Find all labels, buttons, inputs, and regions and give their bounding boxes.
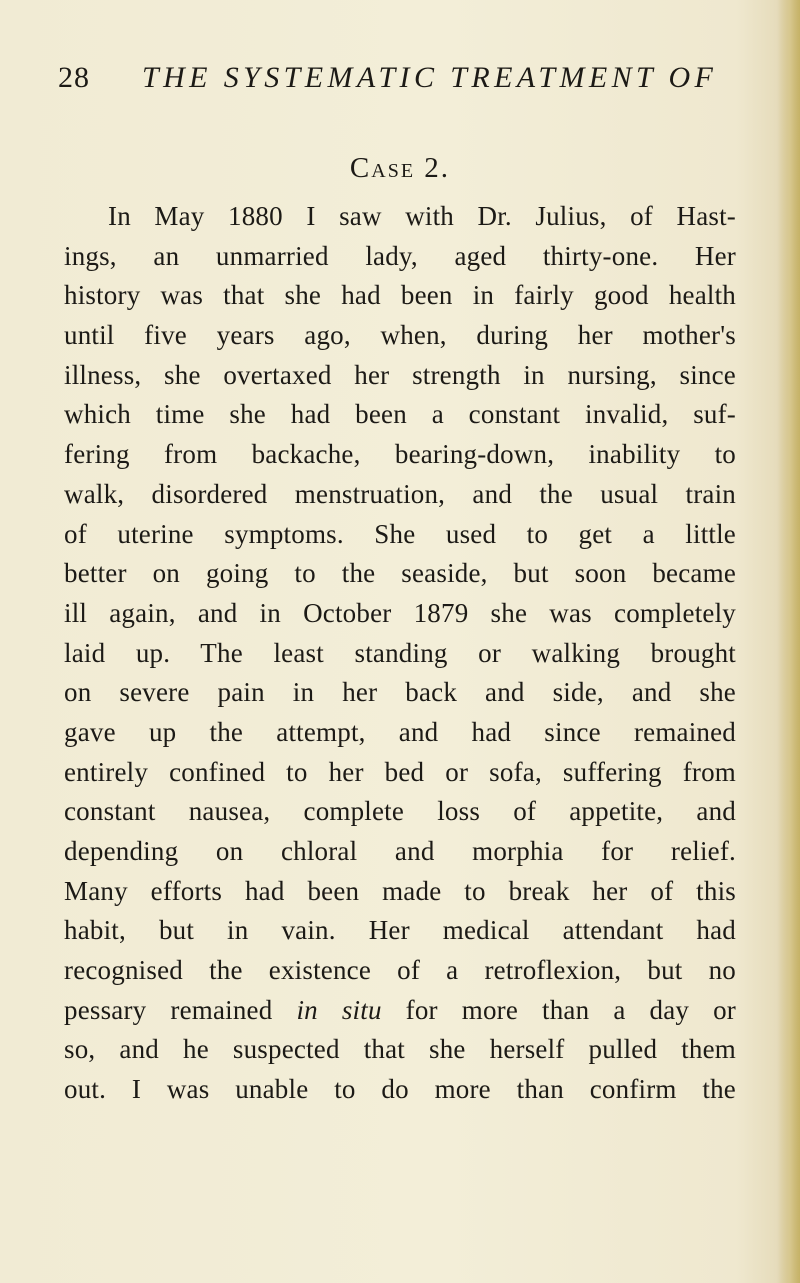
text-line: until five years ago, when, during her mother's [64,320,736,351]
text-segment: for more than a day or [381,994,736,1025]
text-line: In May 1880 I saw with Dr. Julius, of Hast- [108,201,736,231]
text-line: Many efforts had been made to break her of this [64,875,736,906]
text-segment: pessary remained [64,994,297,1025]
text-line: constant nausea, complete loss of appetite, and [64,796,736,827]
text-line: entirely confined to her bed or sofa, suffering from [64,756,736,787]
text-line: of uterine symptoms. She used to get a little [64,518,736,549]
text-line: ings, an unmarried lady, aged thirty-one. Her [64,240,736,271]
text-line: laid up. The least standing or walking brought [64,637,736,668]
text-line: on severe pain in her back and side, and she [64,677,736,708]
text-line: fering from backache, bearing-down, inability to [64,439,736,470]
text-line: out. I was unable to do more than confirm the [64,1074,736,1105]
text-line: so, and he suspected that she herself pulled them [64,1034,736,1065]
text-line: habit, but in vain. Her medical attendant had [64,915,736,946]
running-head: THE SYSTEMATIC TREATMENT OF [142,61,718,94]
case-heading: Case 2. [349,152,451,184]
italic-phrase: in situ [296,994,382,1025]
text-line: walk, disordered menstruation, and the usual train [64,478,736,509]
page-edge [778,0,800,1283]
text-line: which time she had been a constant invalid, suf- [64,399,736,430]
text-line: depending on chloral and morphia for relief. [64,836,736,866]
text-line: ill again, and in October 1879 she was completely [64,597,736,628]
text-line: gave up the attempt, and had since remained [64,716,736,747]
text-line: illness, she overtaxed her strength in nursing, since [64,359,736,390]
body-paragraph [64,197,736,1110]
text-line-with-italic [64,991,736,1031]
page-header [58,58,718,98]
text-line: better on going to the seaside, but soon became [64,558,736,589]
text-line: recognised the existence of a retroflexion, but no [64,955,736,986]
page-number: 28 [58,61,90,94]
text-line: history was that she had been in fairly good health [64,280,736,311]
